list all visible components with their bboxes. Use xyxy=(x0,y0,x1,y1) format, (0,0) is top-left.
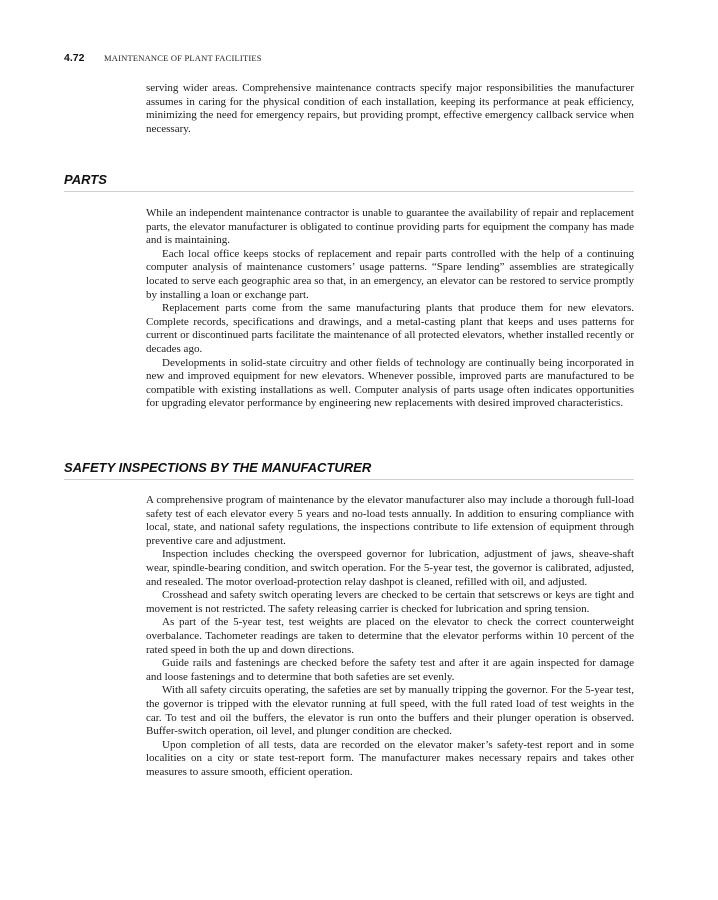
section-heading-safety xyxy=(64,460,634,480)
safety-body xyxy=(146,494,634,779)
safety-heading: SAFETY INSPECTIONS BY THE MANUFACTURER xyxy=(64,460,372,475)
safety-paragraph-3: Crosshead and safety switch operating levers are checked to be certain that setscrews or keys are tight and movement is not restricted. The safety releasing carrier is checked for lubrication and spring tension. xyxy=(146,589,634,615)
section-heading-parts xyxy=(64,172,634,192)
running-head: MAINTENANCE OF PLANT FACILITIES xyxy=(104,53,262,63)
parts-paragraph-3: Replacement parts come from the same manufacturing plants that produce them for new elevators. Complete records, specifications and drawings, and a metal-casting plant that keeps and uses patterns for current or discontinued parts facilitate the maintenance of all protected elevators, whether installed recently or decades ago. xyxy=(146,302,634,355)
safety-paragraph-6: With all safety circuits operating, the safeties are set by manually tripping the governor. For the 5-year test, the governor is tripped with the elevator running at full speed, with the full rated load of test weights in the car. To test and oil the buffers, the elevator is run onto the buffers and their plunger operation is observed. Buffer-switch operation, oil level, and plunger condition are checked. xyxy=(146,684,634,738)
page-number: 4.72 xyxy=(64,52,85,64)
safety-paragraph-7: Upon completion of all tests, data are recorded on the elevator maker’s safety-test report and in some localities on a city or state test-report form. The manufacturer makes necessary repairs and takes other measures to assure smooth, efficient operation. xyxy=(146,738,634,778)
safety-paragraph-1: A comprehensive program of maintenance by the elevator manufacturer also may include a thorough full-load safety test of each elevator every 5 years and no-load tests annually. In addition to ensuring compliance with local, state, and national safety regulations, the inspections contribute to life extension of equipment through preventive care and adjustment. xyxy=(146,494,634,547)
intro-paragraph-1: serving wider areas. Comprehensive maintenance contracts specify major responsibilities the manufacturer assumes in caring for the physical condition of each installation, keeping its performance at peak efficiency, minimizing the need for emergency repairs, but providing prompt, effective emergency callback service when necessary. xyxy=(146,82,634,135)
parts-paragraph-4: Developments in solid-state circuitry and other fields of technology are continually being incorporated in new and improved equipment for new elevators. Whenever possible, improved parts are manufactured to be compatible with existing installations as well. Computer analysis of parts usage often indicates opportunities for upgrading elevator performance by engineering new replacements with desired improved characteristics. xyxy=(146,356,634,410)
parts-heading: PARTS xyxy=(64,172,107,187)
parts-paragraph-1: While an independent maintenance contractor is unable to guarantee the availability of repair and replacement parts, the elevator manufacturer is obligated to continue providing parts for equipment the company has made and is maintaining. xyxy=(146,207,634,247)
safety-paragraph-4: As part of the 5-year test, test weights are placed on the elevator to check the correct counterweight overbalance. Tachometer readings are taken to determine that the elevator performs within 10 percent of the rated speed in both the up and down directions. xyxy=(146,616,634,656)
intro-text xyxy=(146,82,634,136)
safety-paragraph-5: Guide rails and fastenings are checked before the safety test and after it are again inspected for damage and loose fastenings and to determine that both safeties are set evenly. xyxy=(146,657,634,683)
parts-body xyxy=(146,207,634,411)
safety-paragraph-2: Inspection includes checking the overspeed governor for lubrication, adjustment of jaws, sheave-shaft wear, spindle-bearing condition, and switch operation. For the 5-year test, the governor is calibrated, adjusted, and resealed. The motor overload-protection relay dashpot is cleaned, refilled with oil, and adjusted. xyxy=(146,548,634,588)
parts-paragraph-2: Each local office keeps stocks of replacement and repair parts controlled with the help of a continuing computer analysis of maintenance customers’ usage patterns. “Spare lending” assemblies are strategically located to serve each geographic area so that, in an emergency, an elevator can be restored to service promptly by installing a loan or exchange part. xyxy=(146,247,634,301)
page-header xyxy=(64,52,654,66)
